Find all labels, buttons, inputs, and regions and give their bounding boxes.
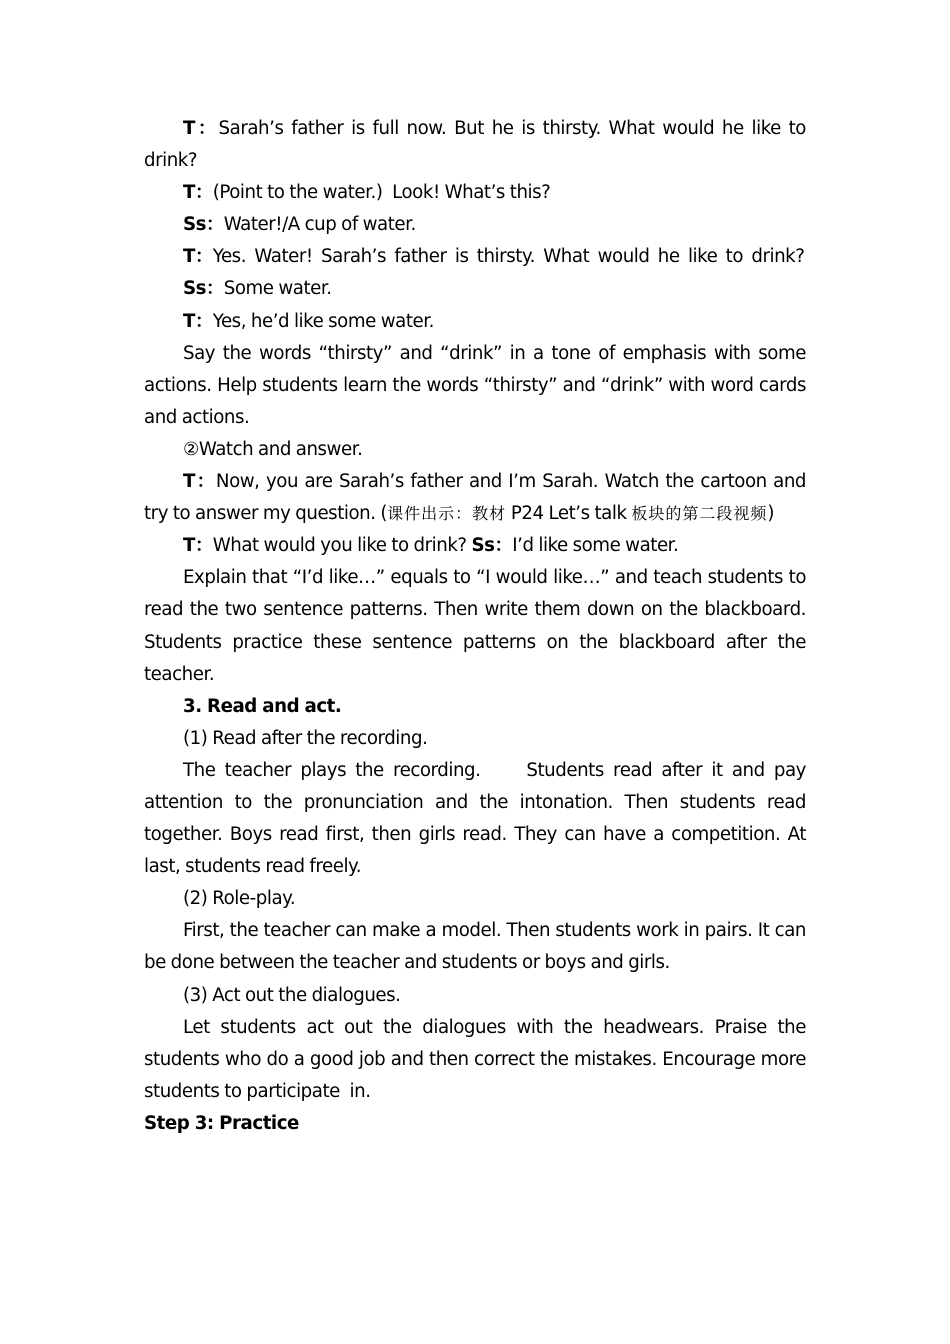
dialogue-line — [144, 177, 806, 209]
dialogue-line — [144, 466, 806, 530]
document-page — [144, 113, 811, 1140]
dialogue-text: Yes. Water! Sarah’s father is thirsty. What would he like to drink? — [212, 246, 805, 268]
dialogue-text: Yes, he’d like some water. — [212, 310, 434, 332]
sub-item-heading: (2) Role-play. — [183, 888, 296, 910]
dialogue-text: (Point to the water.) Look! What’s this? — [212, 182, 551, 204]
step-heading: Step 3: Practice — [144, 1112, 299, 1134]
speaker-label: Ss： — [183, 278, 224, 300]
dialogue-text: I’d like some water. — [512, 535, 679, 557]
dialogue-text: Now, you are Sarah’s father and I’m Sarah. Watch the cartoon and try to answer my question. ( — [144, 471, 807, 525]
speaker-label: Ss： — [183, 214, 224, 236]
section-heading: 3. Read and act. — [183, 695, 342, 717]
dialogue-text: Water!/A cup of water. — [223, 214, 416, 236]
speaker-label: T： — [183, 471, 216, 493]
dialogue-text: Sarah’s father is full now. But he is thirsty. What would he like to drink? — [144, 118, 806, 172]
dialogue-text: Some water. — [223, 278, 332, 300]
sub-item-heading: (3) Act out the dialogues. — [183, 984, 401, 1006]
dialogue-line — [144, 273, 806, 305]
body-paragraph: First, the teacher can make a model. Then students work in pairs. It can be done between the teacher and students or boys and girls. — [144, 920, 806, 974]
dialogue-line — [144, 209, 806, 241]
speaker-label: T： — [183, 118, 219, 139]
chinese-note: 板块的第二段视频 — [631, 504, 768, 524]
dialogue-text: What would you like to drink? — [212, 535, 472, 557]
chinese-note: 课件出示：教材 — [387, 504, 507, 524]
speaker-label: T： — [183, 310, 213, 332]
body-paragraph: Explain that “I’d like…” equals to “I would like…” and teach students to read the two sentence patterns. Then write them down on the blackboard. Students practice these sentence patterns on the blackboard after the teacher. — [144, 567, 806, 685]
dialogue-line — [144, 113, 806, 177]
dialogue-text: P24 Let’s talk — [506, 503, 632, 525]
body-paragraph: The teacher plays the recording. Students read after it and pay attention to the pronunciation and the intonation. Then students read together. Boys read first, then girls read. They can have a competition. At last, students read freely. — [144, 759, 811, 878]
dialogue-line — [144, 241, 806, 273]
dialogue-line — [144, 530, 806, 562]
speaker-label: T： — [183, 182, 213, 204]
dialogue-line — [144, 306, 806, 338]
body-paragraph: Say the words “thirsty” and “drink” in a tone of emphasis with some actions. Help students learn the words “thirsty” and “drink” with word cards and actions. — [144, 342, 806, 428]
dialogue-text: ) — [767, 503, 775, 525]
speaker-label: T： — [183, 535, 213, 557]
speaker-label: T： — [183, 246, 213, 268]
sub-item-heading: (1) Read after the recording. — [183, 727, 428, 749]
sub-item-watch-and-answer: ②Watch and answer. — [183, 438, 363, 460]
body-paragraph: Let students act out the dialogues with the headwears. Praise the students who do a good job and then correct the mistakes. Encourage more students to participate in. — [144, 1016, 811, 1102]
speaker-label: Ss： — [471, 535, 513, 557]
